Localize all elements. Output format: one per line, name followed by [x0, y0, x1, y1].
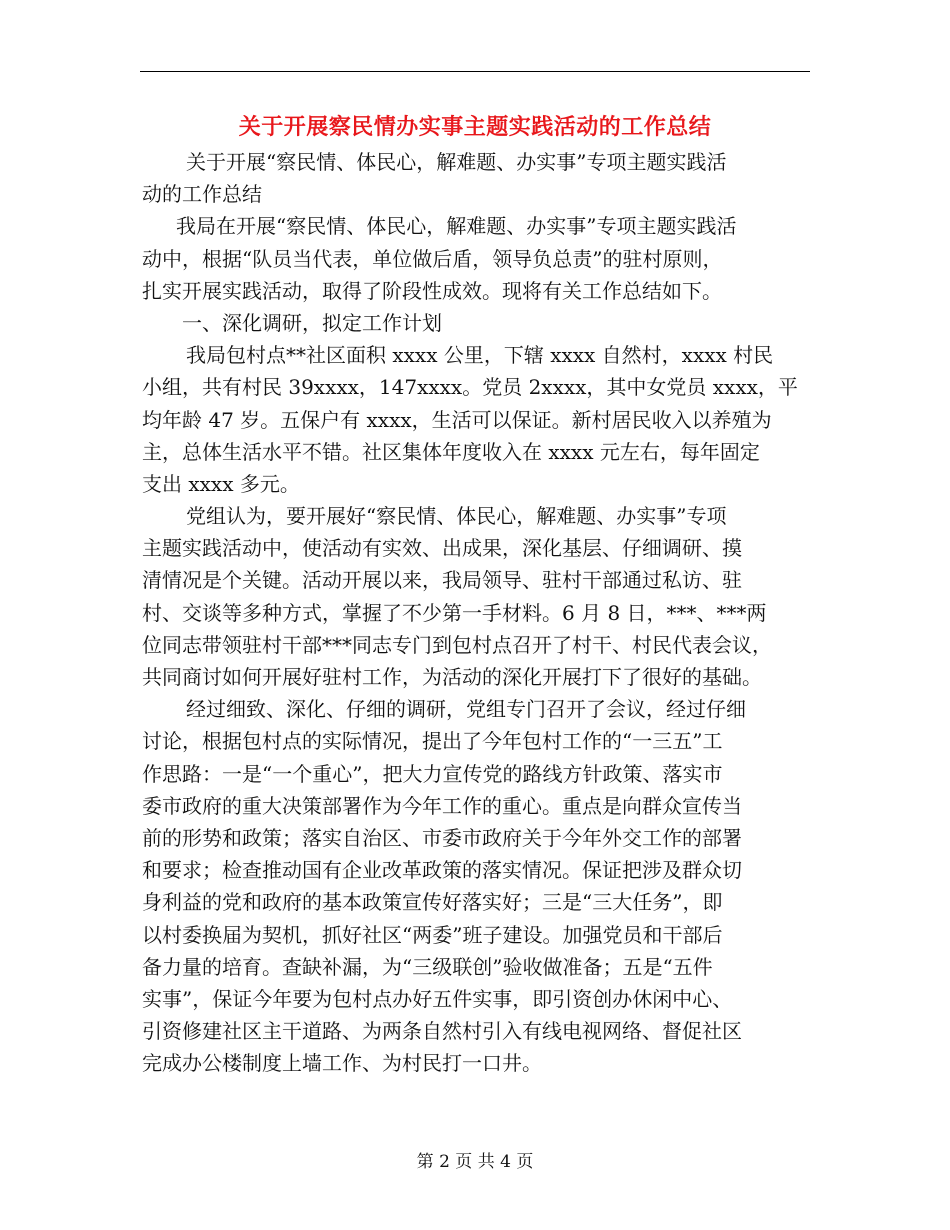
text-line: 作思路：一是“一个重心”，把大力宣传党的路线方针政策、落实市: [142, 761, 723, 786]
text-line: 委市政府的重大决策部署作为今年工作的重心。重点是向群众宣传当: [142, 793, 742, 818]
text-line: 支出 xxxx 多元。: [142, 471, 300, 496]
text-line: 关于开展“察民情、体民心，解难题、办实事”专项主题实践活: [186, 150, 727, 174]
text-line: 主，总体生活水平不错。社区集体年度收入在 xxxx 元左右，每年固定: [142, 439, 760, 464]
text-line: 村、交谈等多种方式，掌握了不少第一手材料。6 月 8 日，***、***两: [142, 600, 767, 625]
text-line: 位同志带领驻村干部***同志专门到包村点召开了村干、村民代表会议，: [142, 632, 772, 657]
text-line: 经过细致、深化、仔细的调研，党组专门召开了会议，经过仔细: [186, 697, 746, 722]
page-footer: 第 2 页 共 4 页: [416, 1152, 534, 1172]
text-line: 扎实开展实践活动，取得了阶段性成效。现将有关工作总结如下。: [142, 278, 722, 303]
text-line: 动中，根据“队员当代表，单位做后盾，领导负总责”的驻村原则，: [142, 246, 723, 271]
text-line: 主题实践活动中，使活动有实效、出成果，深化基层、仔细调研、摸: [142, 536, 742, 561]
text-line: 以村委换届为契机，抓好社区“两委”班子建设。加强党员和干部后: [142, 922, 723, 947]
text-line: 我局在开展“察民情、体民心，解难题、办实事”专项主题实践活: [176, 214, 737, 239]
text-line: 备力量的培育。查缺补漏，为“三级联创”验收做准备；五是“五件: [142, 954, 713, 979]
text-line: 均年龄 47 岁。五保户有 xxxx，生活可以保证。新村居民收入以养殖为: [142, 407, 772, 432]
text-line: 党组认为，要开展好“察民情、体民心，解难题、办实事”专项: [186, 504, 727, 529]
text-line: 共同商讨如何开展好驻村工作，为活动的深化开展打下了很好的基础。: [142, 665, 762, 689]
text-line: 动的工作总结: [142, 182, 262, 207]
text-line: 身利益的党和政府的基本政策宣传好落实好；三是“三大任务”，即: [142, 890, 723, 915]
text-line: 讨论，根据包村点的实际情况，提出了今年包村工作的“一三五”工: [142, 729, 723, 754]
text-line: 清情况是个关键。活动开展以来，我局领导、驻村干部通过私访、驻: [142, 568, 742, 593]
document-title: 关于开展察民情办实事主题实践活动的工作总结: [238, 114, 712, 140]
text-line: 和要求；检查推动国有企业改革政策的落实情况。保证把涉及群众切: [142, 858, 742, 883]
text-line: 一、深化调研，拟定工作计划: [182, 310, 442, 335]
text-line: 实事”，保证今年要为包村点办好五件实事，即引资创办休闲中心、: [142, 986, 733, 1011]
header-rule: [140, 71, 810, 72]
text-line: 我局包村点**社区面积 xxxx 公里，下辖 xxxx 自然村，xxxx 村民: [186, 343, 774, 368]
document-body: [142, 146, 814, 1079]
text-line: 前的形势和政策；落实自治区、市委市政府关于今年外交工作的部署: [142, 825, 742, 850]
text-line: 引资修建社区主干道路、为两条自然村引入有线电视网络、督促社区: [142, 1019, 742, 1044]
text-line: 完成办公楼制度上墙工作、为村民打一口井。: [142, 1051, 542, 1076]
text-line: 小组，共有村民 39xxxx，147xxxx。党员 2xxxx，其中女党员 xxxx，平: [142, 375, 798, 400]
